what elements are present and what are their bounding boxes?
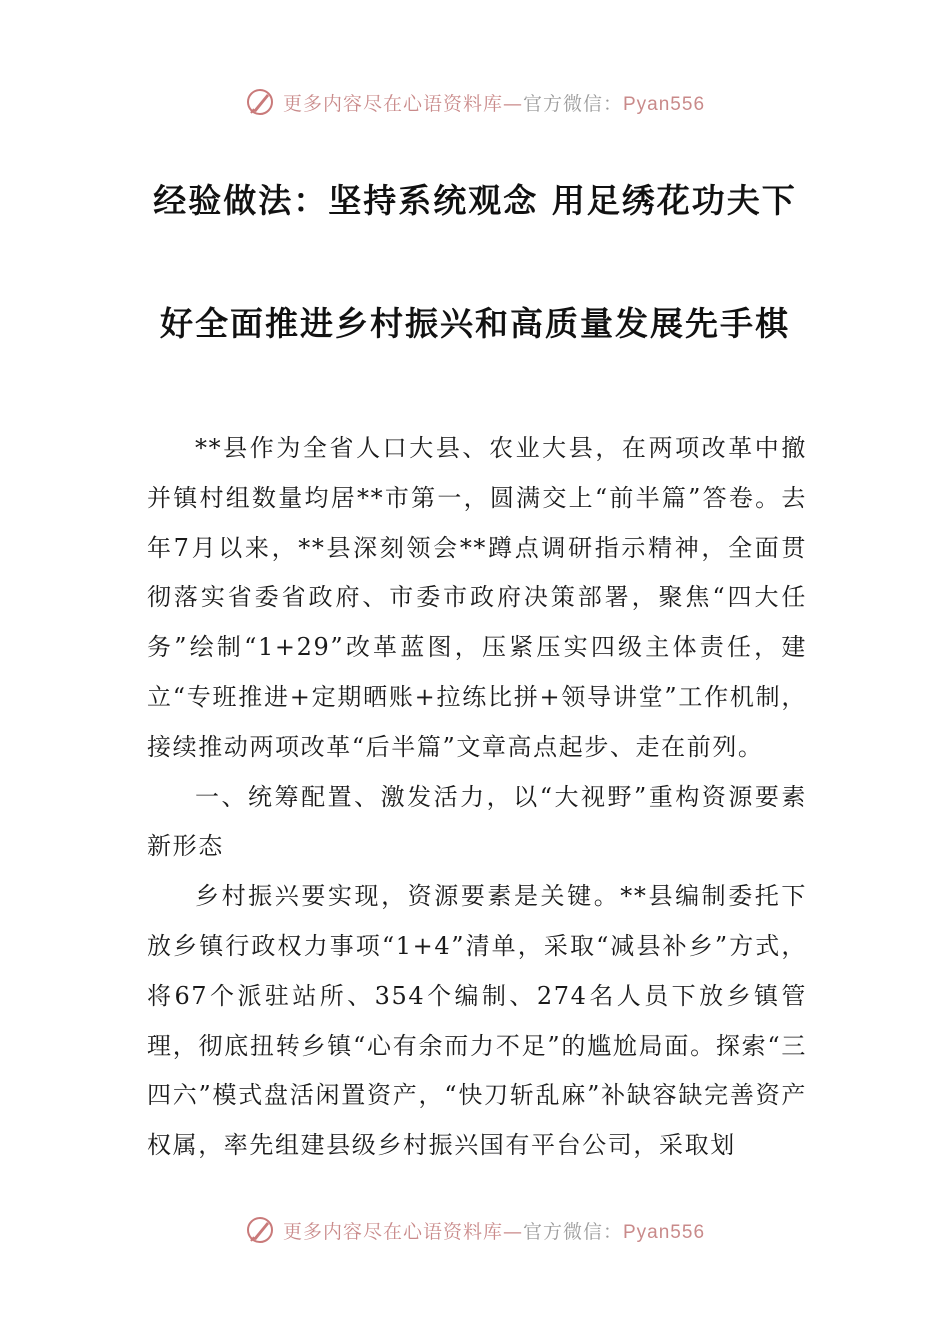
body-paragraph-section-1: 乡村振兴要实现，资源要素是关键。**县编制委托下放乡镇行政权力事项“1+4”清单，采取“减县补乡”方式，将67个派驻站所、354个编制、274名人员下放乡镇管理，彻底扭转乡镇“心有余而力不足”的尴尬局面。探索“三四六”模式盘活闲置资产，“快刀斩乱麻”补缺容缺完善资产权属，率先组建县级乡村振兴国有平台公司，采取划 (147, 882, 807, 1160)
body-section-heading-1: 一、统筹配置、激发活力，以“大视野”重构资源要素新形态 (147, 782, 807, 861)
quill-logo-icon (245, 87, 275, 117)
document-title-line-2: 好全面推进乡村振兴和高质量发展先手棋 (160, 304, 790, 343)
document-body (147, 424, 807, 1171)
header-site-text: 更多内容尽在心语资料库 (282, 92, 503, 115)
footer-wechat-label: 官方微信： (522, 1220, 623, 1243)
footer-wechat-id: Pyan556 (623, 1221, 706, 1243)
header-watermark-banner (0, 82, 950, 122)
document-title-line-1: 经验做法：坚持系统观念 用足绣花功夫下 (153, 181, 797, 220)
header-watermark-text (283, 89, 705, 116)
header-wechat-label: 官方微信： (522, 92, 623, 115)
quill-logo-icon (245, 1215, 275, 1245)
header-separator: — (502, 92, 523, 115)
footer-separator: — (502, 1220, 523, 1243)
footer-watermark-banner (0, 1210, 950, 1250)
footer-watermark-text (283, 1217, 705, 1244)
body-paragraph-intro: **县作为全省人口大县、农业大县，在两项改革中撤并镇村组数量均居**市第一，圆满交上“前半篇”答卷。去年7月以来，**县深刻领会**蹲点调研指示精神，全面贯彻落实省委省政府、市委市政府决策部署，聚焦“四大任务”绘制“1+29”改革蓝图，压紧压实四级主体责任，建立“专班推进+定期晒账+拉练比拼+领导讲堂”工作机制，接续推动两项改革“后半篇”文章高点起步、走在前列。 (147, 434, 807, 761)
footer-site-text: 更多内容尽在心语资料库 (282, 1220, 503, 1243)
header-wechat-id: Pyan556 (623, 93, 706, 115)
